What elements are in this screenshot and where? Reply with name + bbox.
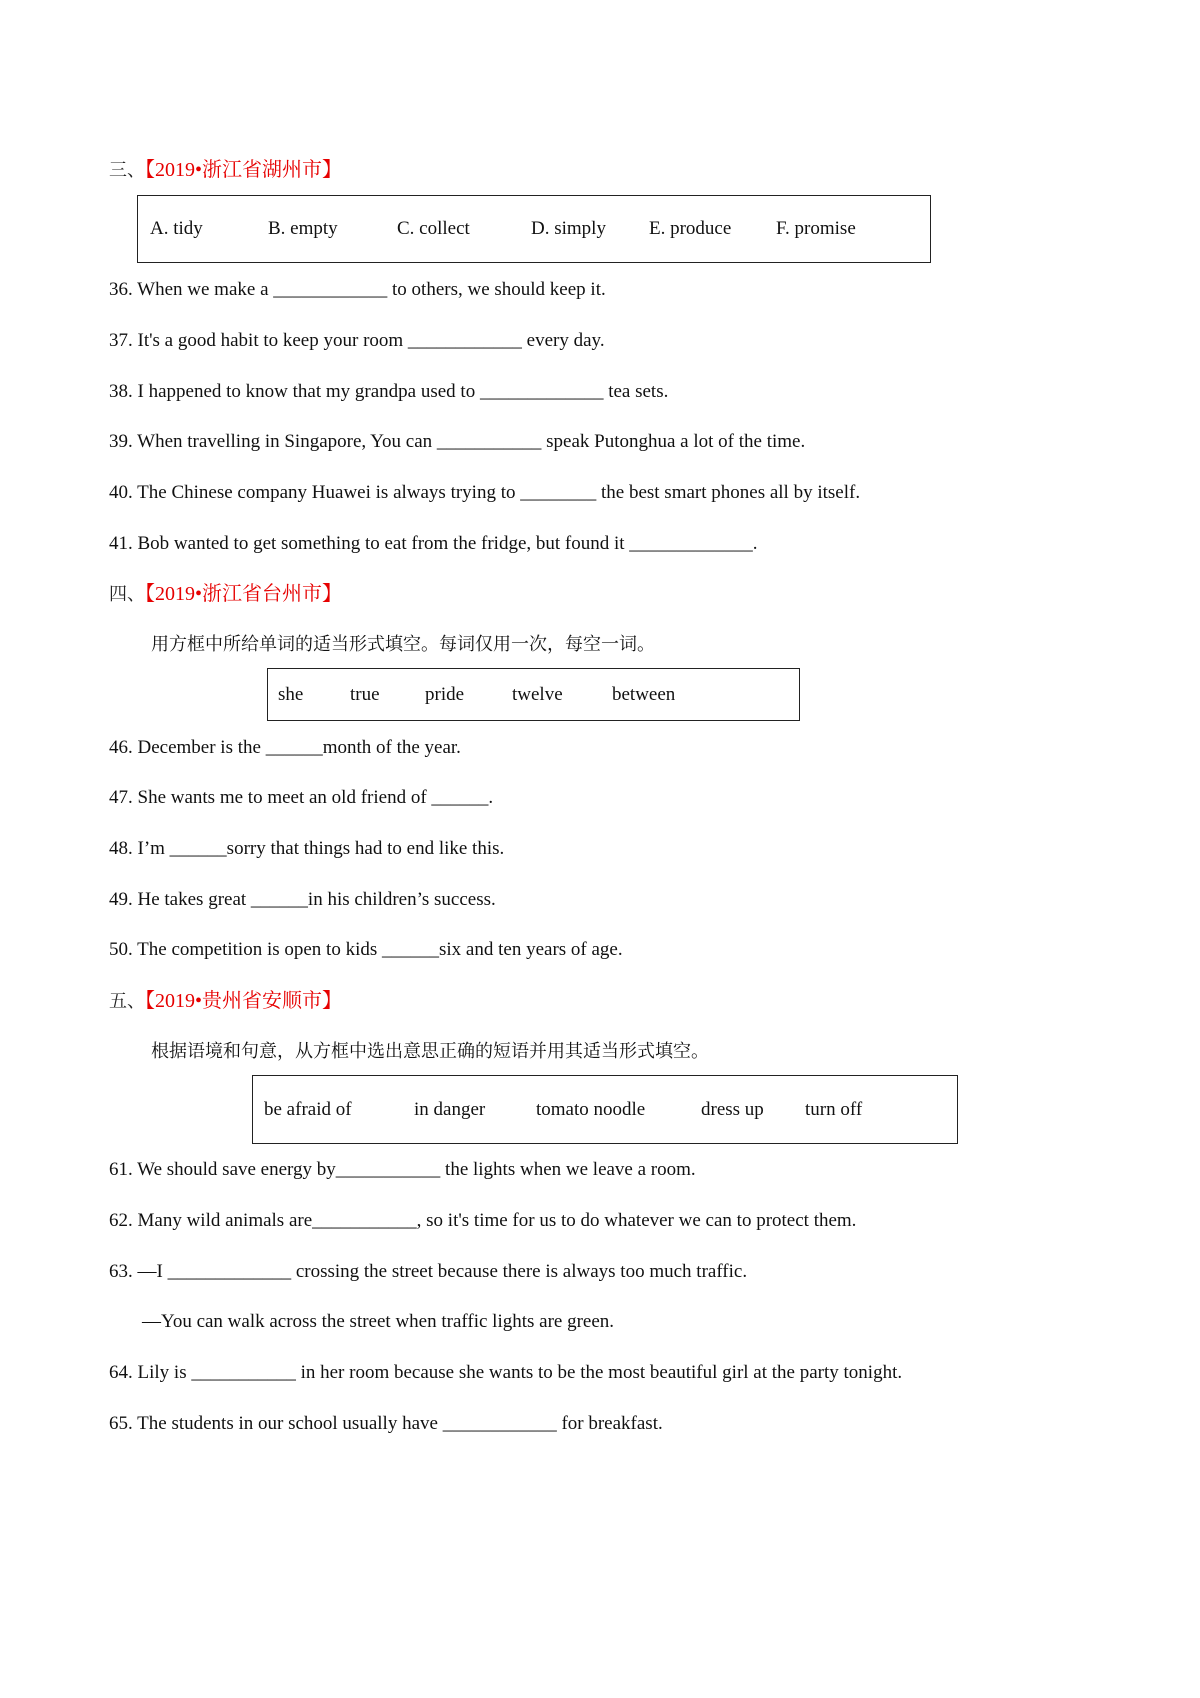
word-box-item: A. tidy	[150, 218, 203, 239]
section-3-tag: 【2019•浙江省湖州市】	[145, 159, 343, 181]
word-box-item: C. collect	[397, 218, 470, 239]
question-46: 46. December is the ______month of the year.	[109, 737, 461, 758]
question-36: 36. When we make a ____________ to others, we should keep it.	[109, 279, 606, 300]
word-box-item: pride	[425, 684, 465, 705]
question-37: 37. It's a good habit to keep your room ____________ every day.	[109, 330, 605, 351]
word-box-item: twelve	[512, 684, 563, 705]
section-4-number: 四、	[109, 584, 145, 605]
word-box-item: E. produce	[649, 218, 732, 239]
question-50: 50. The competition is open to kids ______six and ten years of age.	[109, 939, 623, 960]
word-box-item: D. simply	[531, 218, 606, 239]
section-3-word-box	[137, 195, 931, 263]
question-48: 48. I’m ______sorry that things had to end like this.	[109, 838, 505, 859]
question-39: 39. When travelling in Singapore, You can ___________ speak Putonghua a lot of the time.	[109, 431, 806, 452]
section-5-word-box	[252, 1075, 958, 1144]
section-4-tag: 【2019•浙江省台州市】	[145, 583, 343, 605]
question-63-reply: —You can walk across the street when traffic lights are green.	[142, 1311, 615, 1332]
word-box-item: F. promise	[776, 218, 856, 239]
section-3-heading	[109, 156, 342, 185]
word-box-item: true	[350, 684, 380, 705]
word-box-item: she	[278, 684, 304, 705]
section-5-number: 五、	[109, 991, 145, 1012]
word-box-item: dress up	[701, 1099, 764, 1120]
word-box-item: between	[612, 684, 676, 705]
question-63: 63. —I _____________ crossing the street because there is always too much traffic.	[109, 1261, 748, 1282]
question-47: 47. She wants me to meet an old friend of ______.	[109, 787, 494, 808]
question-62: 62. Many wild animals are___________, so it's time for us to do whatever we can to protect them.	[109, 1210, 857, 1231]
word-box-item: be afraid of	[264, 1099, 352, 1120]
question-61: 61. We should save energy by___________ the lights when we leave a room.	[109, 1159, 696, 1180]
question-40: 40. The Chinese company Huawei is always trying to ________ the best smart phones all by itself.	[109, 482, 861, 503]
word-box-item: tomato noodle	[536, 1099, 646, 1120]
word-box-item: in danger	[414, 1099, 486, 1120]
section-3-number: 三、	[109, 160, 145, 181]
question-41: 41. Bob wanted to get something to eat from the fridge, but found it _____________.	[109, 533, 758, 554]
section-5-tag: 【2019•贵州省安顺市】	[145, 990, 343, 1012]
section-5-instruction: 根据语境和句意，从方框中选出意思正确的短语并用其适当形式填空。	[151, 1041, 709, 1062]
section-4-word-box	[267, 668, 800, 721]
word-box-item: B. empty	[268, 218, 338, 239]
question-65: 65. The students in our school usually have ____________ for breakfast.	[109, 1413, 663, 1434]
section-4-instruction: 用方框中所给单词的适当形式填空。每词仅用一次，每空一词。	[151, 634, 655, 655]
section-4-heading	[109, 580, 342, 609]
section-5-heading	[109, 987, 342, 1016]
question-64: 64. Lily is ___________ in her room because she wants to be the most beautiful girl at the party tonight.	[109, 1362, 903, 1383]
word-box-item: turn off	[805, 1099, 863, 1120]
question-49: 49. He takes great ______in his children’s success.	[109, 889, 496, 910]
question-38: 38. I happened to know that my grandpa used to _____________ tea sets.	[109, 381, 669, 402]
